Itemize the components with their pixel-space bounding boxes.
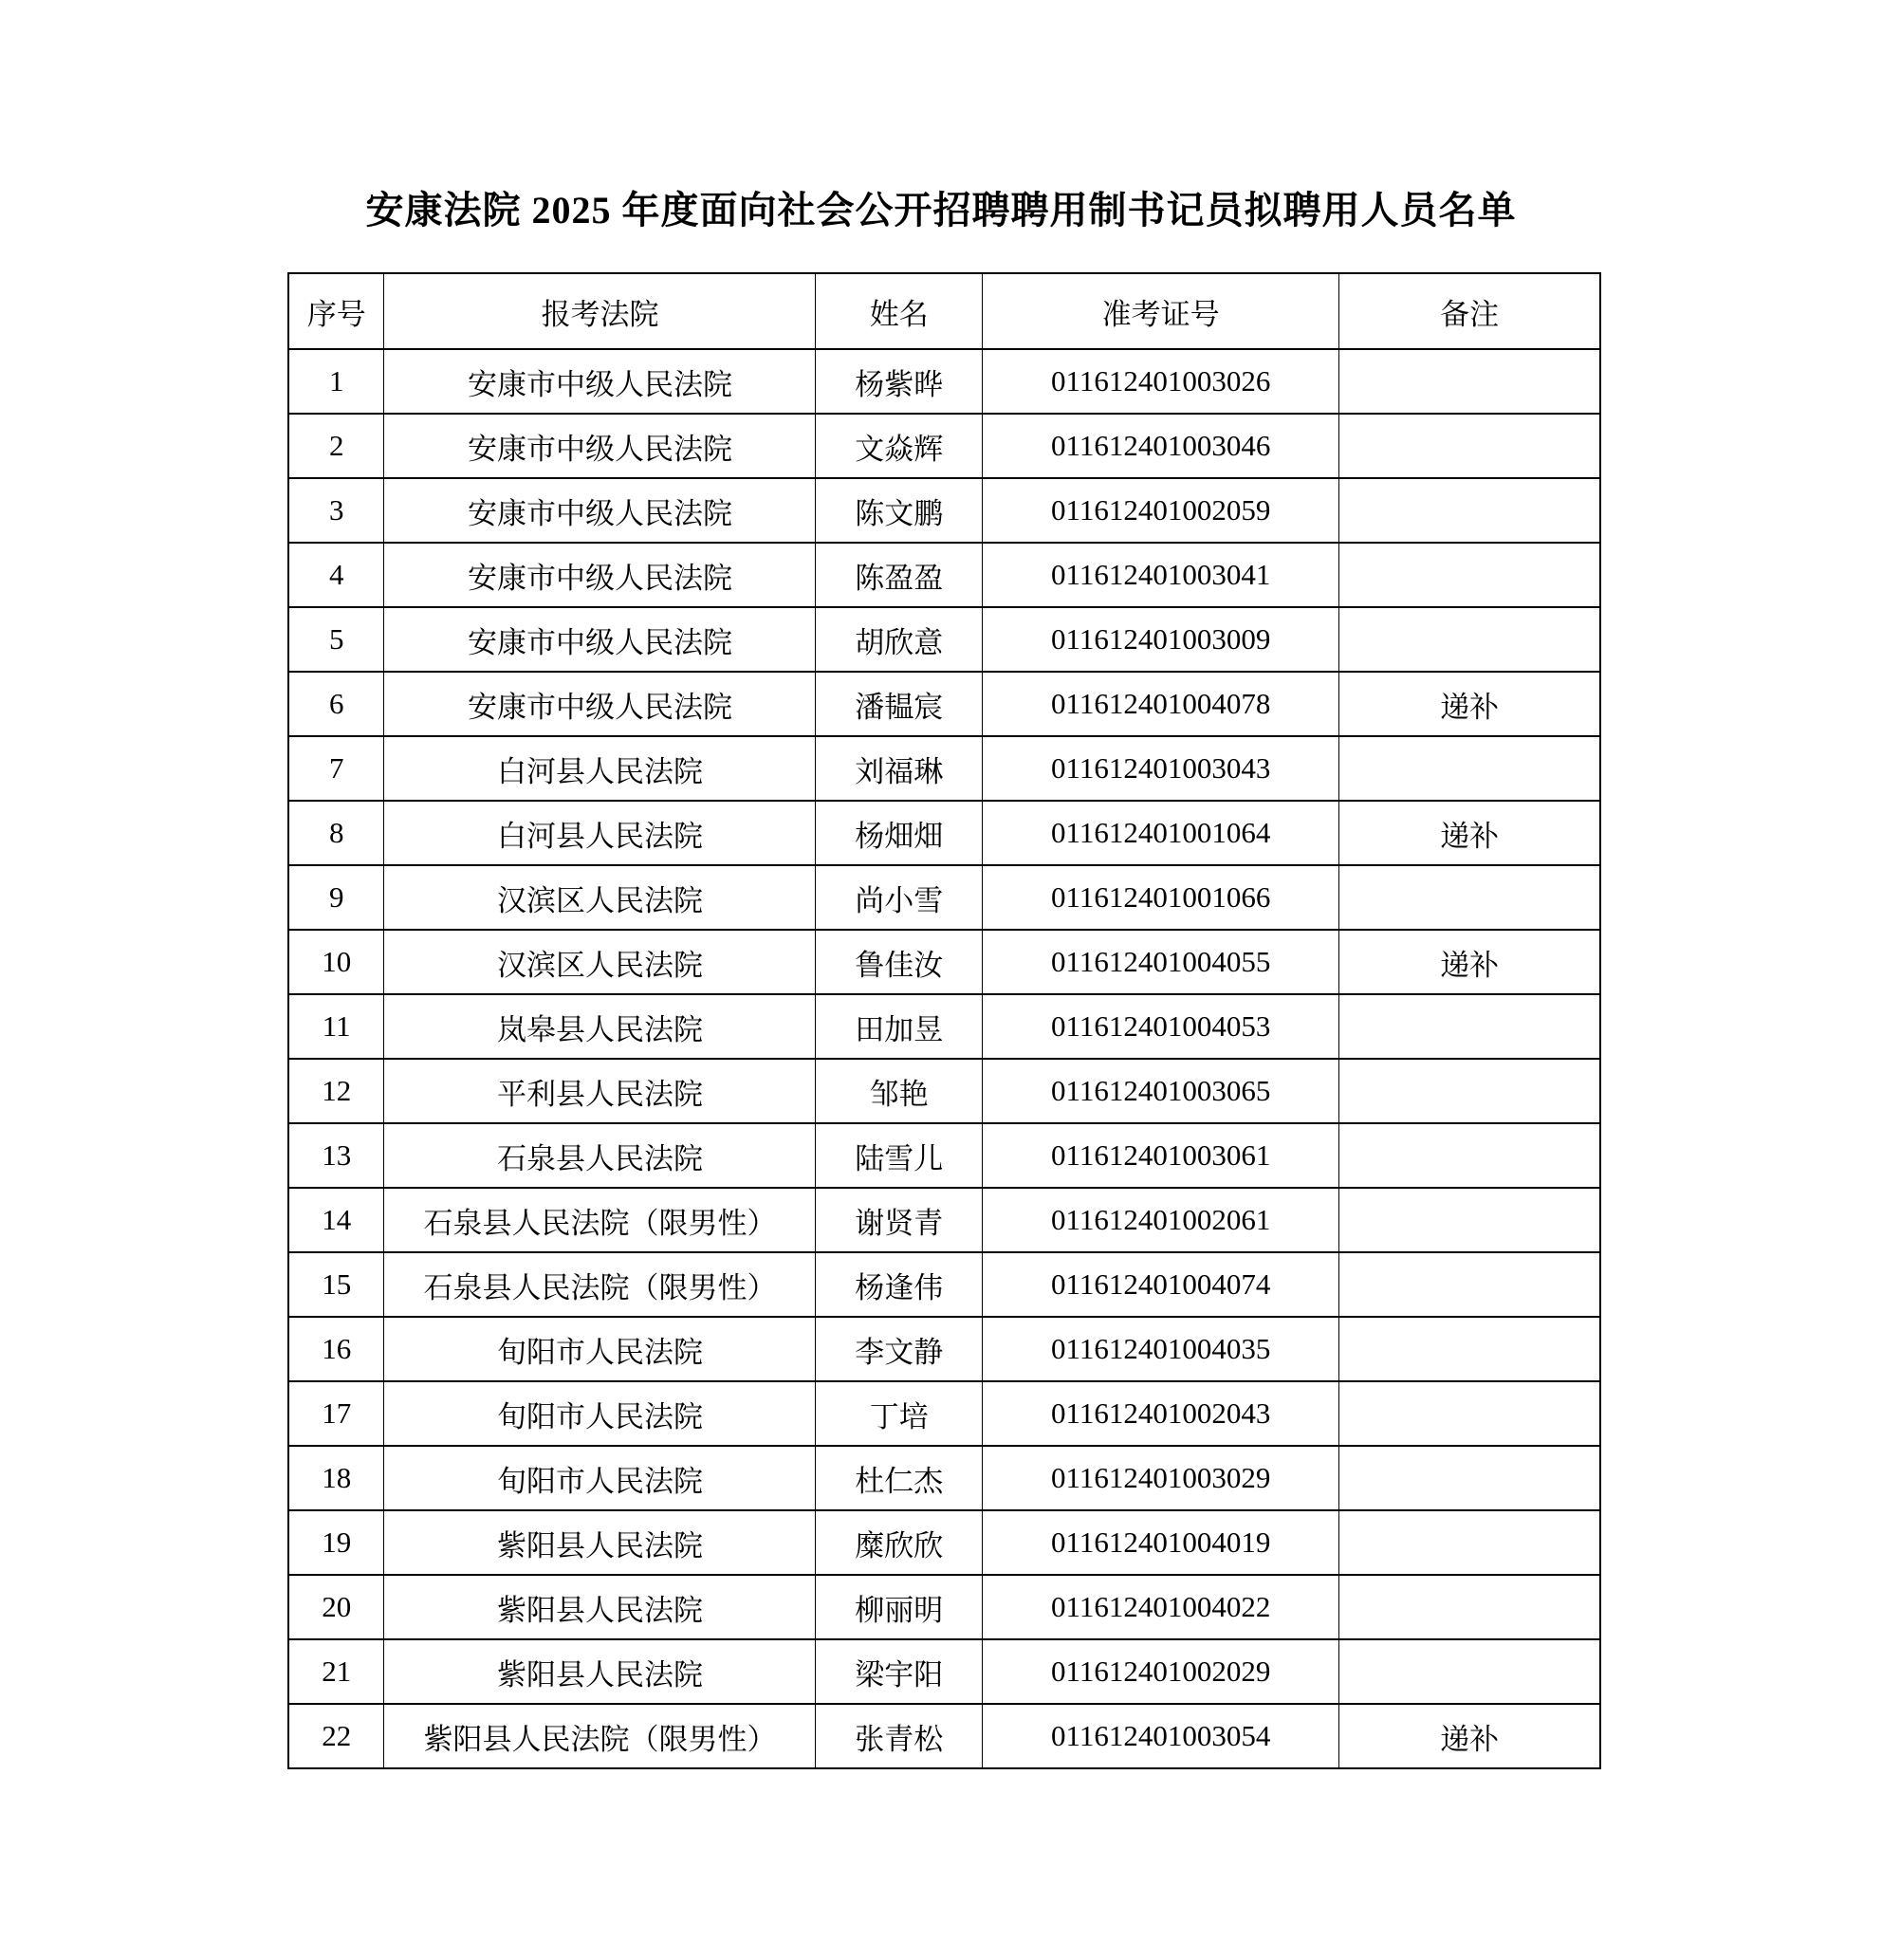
cell-no: 16 [288, 1317, 384, 1381]
table-body [288, 349, 1600, 1768]
cell-remark: 递补 [1339, 930, 1600, 994]
table-row [288, 1381, 1600, 1446]
cell-ticket: 011612401003043 [983, 736, 1339, 801]
cell-court: 白河县人民法院 [384, 801, 816, 865]
cell-name: 潘韫宸 [816, 672, 983, 736]
cell-remark [1339, 478, 1600, 543]
cell-no: 13 [288, 1123, 384, 1188]
cell-no: 15 [288, 1252, 384, 1317]
table-row [288, 1252, 1600, 1317]
header-cell-no: 序号 [288, 273, 384, 349]
cell-no: 11 [288, 994, 384, 1059]
cell-no: 18 [288, 1446, 384, 1510]
table-row [288, 1123, 1600, 1188]
cell-court: 安康市中级人民法院 [384, 543, 816, 607]
cell-remark [1339, 1575, 1600, 1639]
table-row [288, 930, 1600, 994]
cell-name: 刘福琳 [816, 736, 983, 801]
cell-remark [1339, 1059, 1600, 1123]
cell-remark [1339, 865, 1600, 930]
cell-court: 石泉县人民法院 [384, 1123, 816, 1188]
table-row [288, 1188, 1600, 1252]
header-cell-ticket: 准考证号 [983, 273, 1339, 349]
cell-name: 鲁佳汝 [816, 930, 983, 994]
cell-court: 岚皋县人民法院 [384, 994, 816, 1059]
cell-name: 陆雪儿 [816, 1123, 983, 1188]
cell-court: 旬阳市人民法院 [384, 1446, 816, 1510]
cell-no: 19 [288, 1510, 384, 1575]
table-row [288, 1575, 1600, 1639]
cell-no: 6 [288, 672, 384, 736]
cell-remark: 递补 [1339, 801, 1600, 865]
cell-remark [1339, 1188, 1600, 1252]
cell-no: 14 [288, 1188, 384, 1252]
cell-name: 邹艳 [816, 1059, 983, 1123]
cell-name: 李文静 [816, 1317, 983, 1381]
cell-ticket: 011612401004035 [983, 1317, 1339, 1381]
cell-remark [1339, 1639, 1600, 1704]
table-row [288, 349, 1600, 414]
cell-remark [1339, 1317, 1600, 1381]
cell-name: 杨紫晔 [816, 349, 983, 414]
cell-name: 谢贤青 [816, 1188, 983, 1252]
table-row [288, 1059, 1600, 1123]
cell-no: 3 [288, 478, 384, 543]
header-cell-name: 姓名 [816, 273, 983, 349]
cell-name: 丁培 [816, 1381, 983, 1446]
cell-court: 安康市中级人民法院 [384, 607, 816, 672]
cell-court: 平利县人民法院 [384, 1059, 816, 1123]
cell-court: 安康市中级人民法院 [384, 478, 816, 543]
cell-remark [1339, 414, 1600, 478]
table-row [288, 1704, 1600, 1768]
table-row [288, 478, 1600, 543]
cell-name: 杨逢伟 [816, 1252, 983, 1317]
cell-remark: 递补 [1339, 672, 1600, 736]
header-cell-court: 报考法院 [384, 273, 816, 349]
cell-remark [1339, 994, 1600, 1059]
cell-ticket: 011612401002043 [983, 1381, 1339, 1446]
cell-court: 石泉县人民法院（限男性） [384, 1252, 816, 1317]
cell-court: 安康市中级人民法院 [384, 349, 816, 414]
cell-ticket: 011612401002059 [983, 478, 1339, 543]
cell-remark [1339, 1446, 1600, 1510]
cell-ticket: 011612401004074 [983, 1252, 1339, 1317]
cell-ticket: 011612401004053 [983, 994, 1339, 1059]
cell-no: 2 [288, 414, 384, 478]
cell-ticket: 011612401003065 [983, 1059, 1339, 1123]
cell-name: 张青松 [816, 1704, 983, 1768]
cell-court: 安康市中级人民法院 [384, 414, 816, 478]
cell-ticket: 011612401003061 [983, 1123, 1339, 1188]
table-row [288, 414, 1600, 478]
cell-ticket: 011612401002029 [983, 1639, 1339, 1704]
header-row [288, 273, 1600, 349]
cell-court: 紫阳县人民法院（限男性） [384, 1704, 816, 1768]
table-row [288, 1446, 1600, 1510]
table-row [288, 1510, 1600, 1575]
cell-no: 5 [288, 607, 384, 672]
cell-remark [1339, 1123, 1600, 1188]
cell-court: 安康市中级人民法院 [384, 672, 816, 736]
table-row [288, 994, 1600, 1059]
cell-remark [1339, 349, 1600, 414]
cell-name: 柳丽明 [816, 1575, 983, 1639]
cell-remark [1339, 736, 1600, 801]
cell-name: 胡欣意 [816, 607, 983, 672]
cell-name: 梁宇阳 [816, 1639, 983, 1704]
table-row [288, 801, 1600, 865]
table-row [288, 736, 1600, 801]
cell-court: 汉滨区人民法院 [384, 930, 816, 994]
header-cell-remark: 备注 [1339, 273, 1600, 349]
cell-ticket: 011612401001064 [983, 801, 1339, 865]
cell-name: 陈盈盈 [816, 543, 983, 607]
table-header [288, 273, 1600, 349]
table-row [288, 607, 1600, 672]
cell-court: 旬阳市人民法院 [384, 1381, 816, 1446]
cell-no: 7 [288, 736, 384, 801]
cell-ticket: 011612401003046 [983, 414, 1339, 478]
cell-ticket: 011612401002061 [983, 1188, 1339, 1252]
cell-name: 尚小雪 [816, 865, 983, 930]
cell-name: 糜欣欣 [816, 1510, 983, 1575]
cell-ticket: 011612401004022 [983, 1575, 1339, 1639]
cell-ticket: 011612401003026 [983, 349, 1339, 414]
cell-no: 21 [288, 1639, 384, 1704]
cell-name: 杨畑畑 [816, 801, 983, 865]
table-row [288, 1317, 1600, 1381]
cell-court: 紫阳县人民法院 [384, 1510, 816, 1575]
cell-court: 旬阳市人民法院 [384, 1317, 816, 1381]
cell-court: 紫阳县人民法院 [384, 1575, 816, 1639]
cell-ticket: 011612401004055 [983, 930, 1339, 994]
cell-no: 12 [288, 1059, 384, 1123]
cell-ticket: 011612401003009 [983, 607, 1339, 672]
cell-remark [1339, 1381, 1600, 1446]
cell-no: 9 [288, 865, 384, 930]
cell-name: 文焱辉 [816, 414, 983, 478]
table-row [288, 865, 1600, 930]
cell-no: 17 [288, 1381, 384, 1446]
cell-ticket: 011612401003029 [983, 1446, 1339, 1510]
cell-no: 10 [288, 930, 384, 994]
cell-court: 紫阳县人民法院 [384, 1639, 816, 1704]
cell-no: 20 [288, 1575, 384, 1639]
cell-no: 4 [288, 543, 384, 607]
table-row [288, 672, 1600, 736]
cell-ticket: 011612401001066 [983, 865, 1339, 930]
cell-name: 田加昱 [816, 994, 983, 1059]
cell-court: 汉滨区人民法院 [384, 865, 816, 930]
cell-court: 白河县人民法院 [384, 736, 816, 801]
cell-ticket: 011612401003041 [983, 543, 1339, 607]
cell-name: 杜仁杰 [816, 1446, 983, 1510]
page-title: 安康法院 2025 年度面向社会公开招聘聘用制书记员拟聘用人员名单 [365, 189, 1517, 231]
cell-name: 陈文鹏 [816, 478, 983, 543]
cell-remark: 递补 [1339, 1704, 1600, 1768]
cell-ticket: 011612401003054 [983, 1704, 1339, 1768]
cell-remark [1339, 607, 1600, 672]
cell-court: 石泉县人民法院（限男性） [384, 1188, 816, 1252]
cell-remark [1339, 1510, 1600, 1575]
cell-remark [1339, 543, 1600, 607]
cell-no: 1 [288, 349, 384, 414]
cell-ticket: 011612401004019 [983, 1510, 1339, 1575]
table-row [288, 543, 1600, 607]
cell-no: 8 [288, 801, 384, 865]
cell-ticket: 011612401004078 [983, 672, 1339, 736]
hire-list-table [287, 272, 1601, 1769]
cell-remark [1339, 1252, 1600, 1317]
cell-no: 22 [288, 1704, 384, 1768]
table-row [288, 1639, 1600, 1704]
